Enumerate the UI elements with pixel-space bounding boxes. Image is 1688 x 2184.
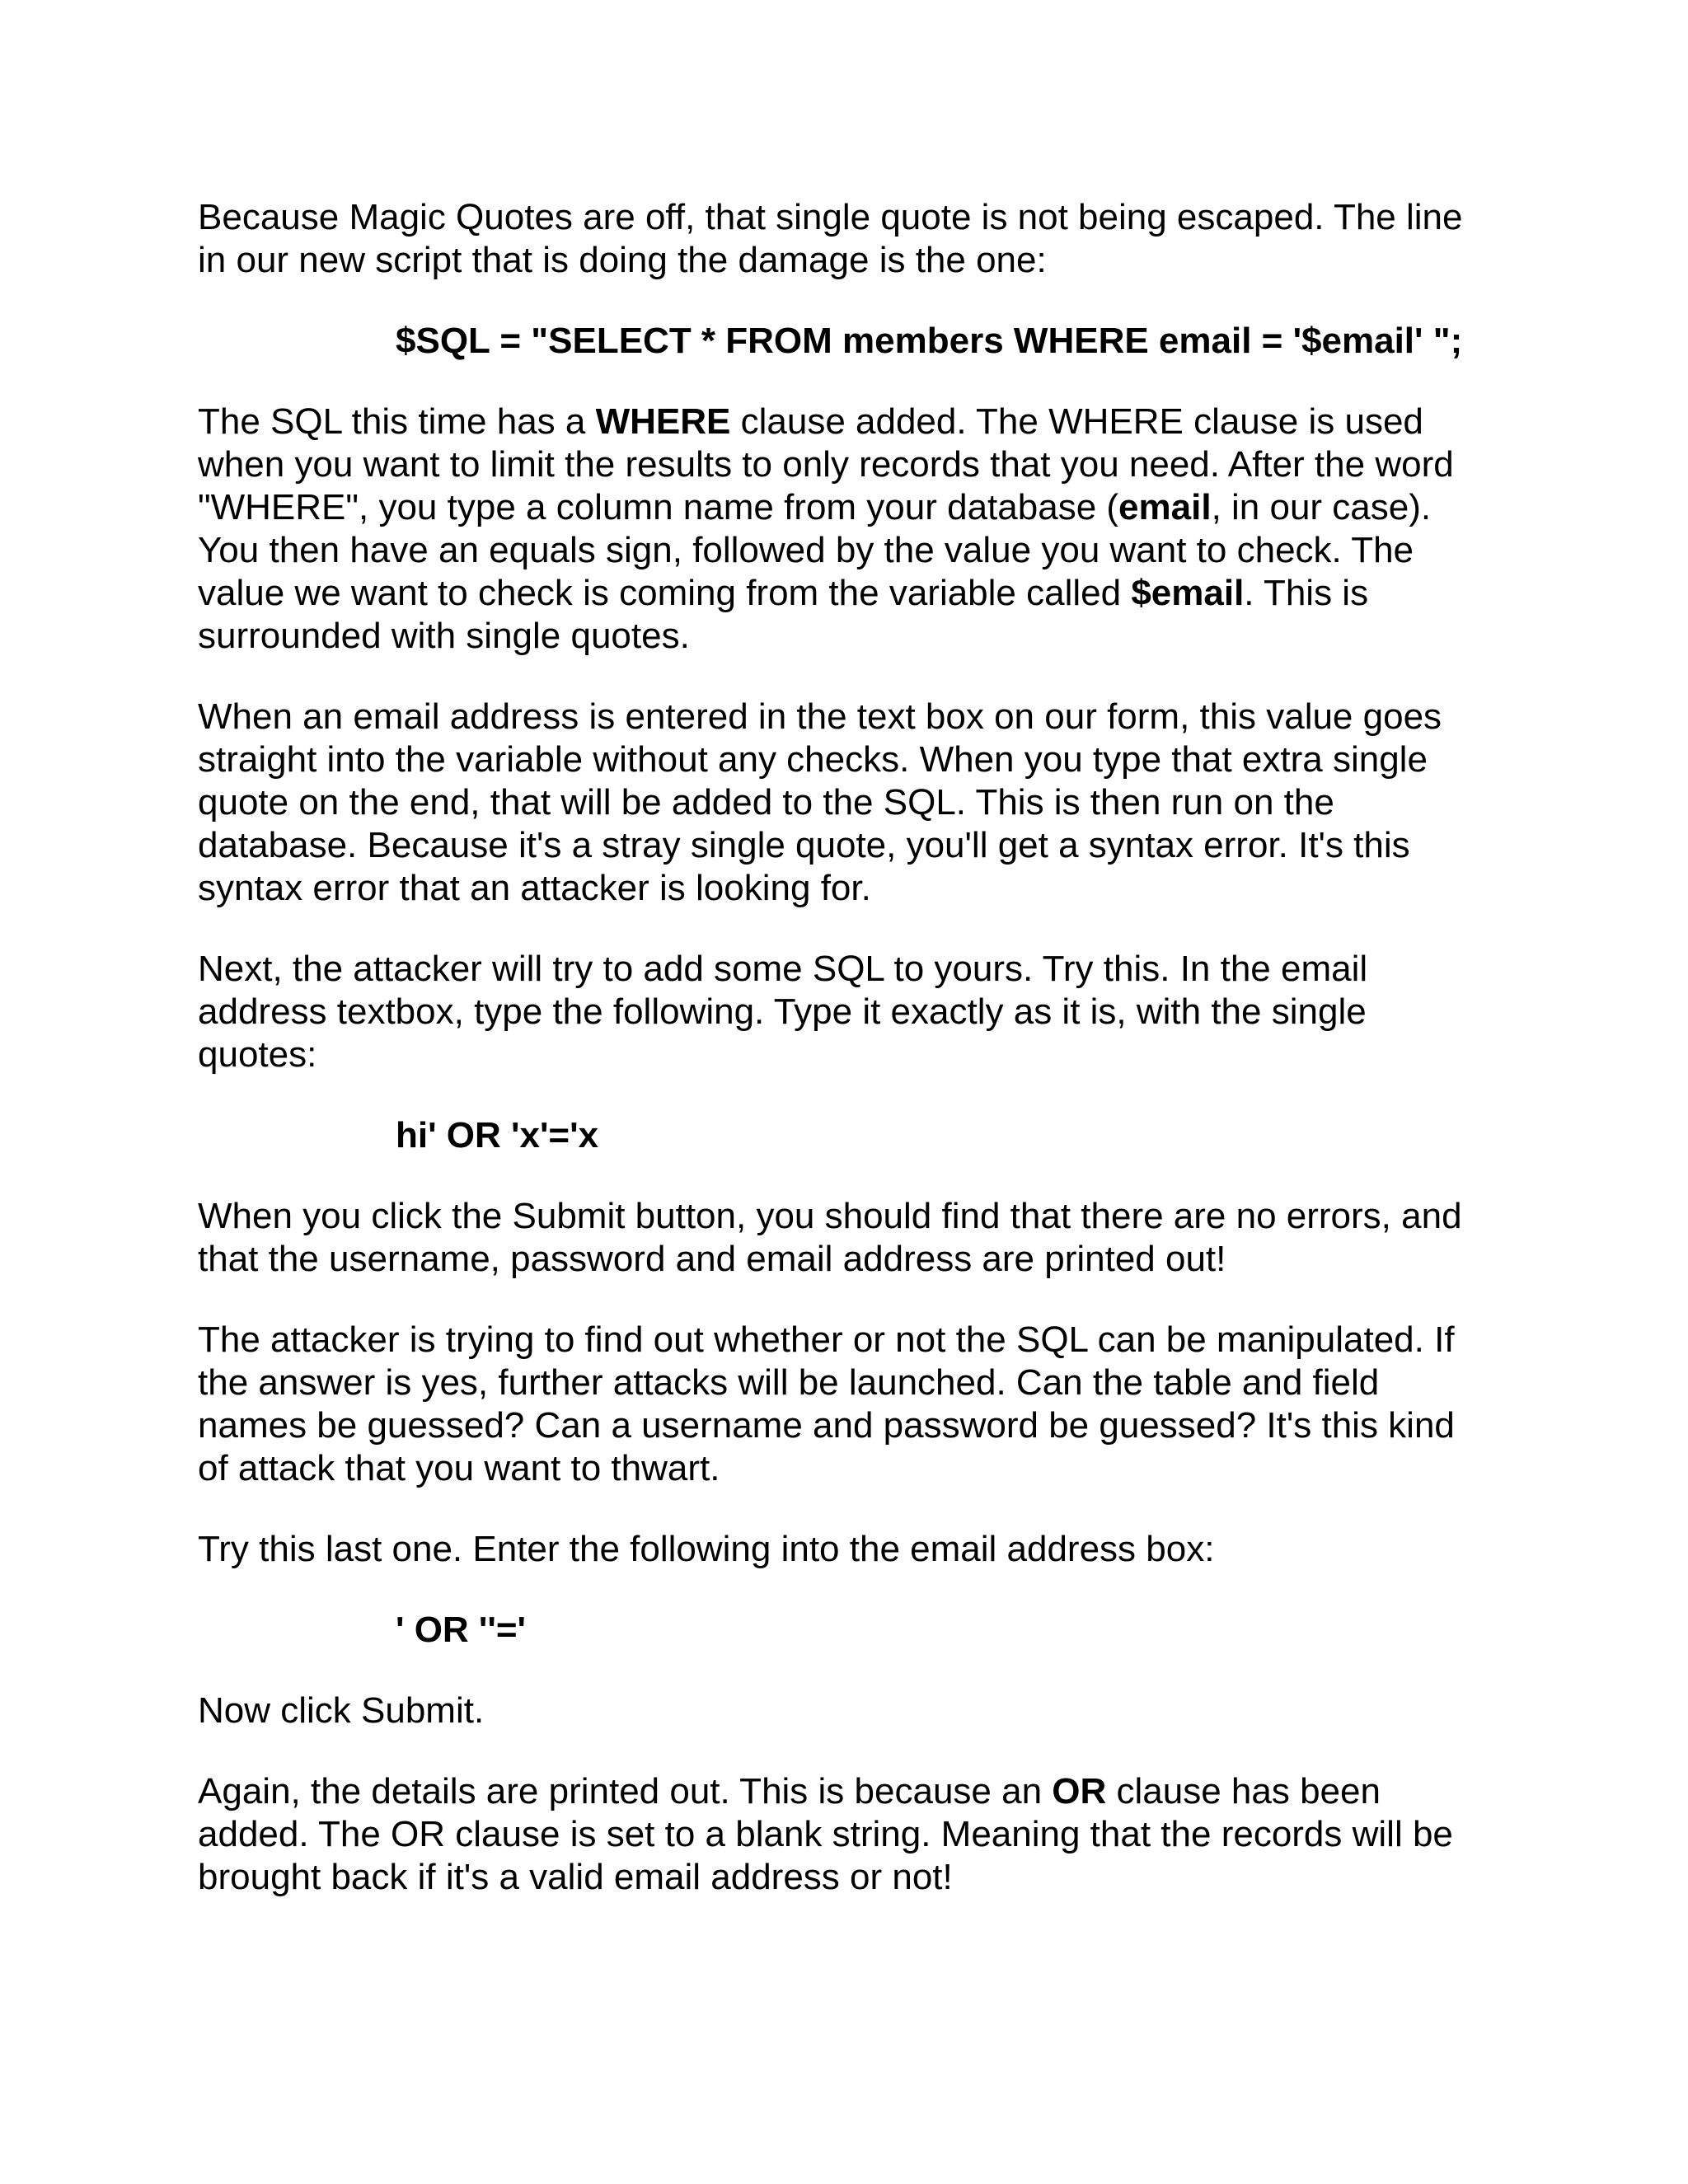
code-injection-example-1: hi' OR 'x'='x bbox=[396, 1115, 599, 1155]
text-span: . This is surrounded with single quotes. bbox=[198, 573, 1369, 656]
paragraph-last-try: Try this last one. Enter the following into the email address box: bbox=[198, 1529, 1215, 1569]
bold-or: OR bbox=[1052, 1771, 1107, 1811]
paragraph-submit-result: When you click the Submit button, you should find that there are no errors, and that the username, password and email address are printed out! bbox=[198, 1196, 1462, 1279]
text-span: , in our case). You then have an equals sign, followed by the value you want to check. The value we want to check is coming from the variable called bbox=[198, 487, 1432, 613]
paragraph-attacker-goal: The attacker is trying to find out whether or not the SQL can be manipulated. If the answer is yes, further attacks will be launched. Can the table and field names be guessed? Can a username and password be guessed? It's this kind of attack that you want to thwart. bbox=[198, 1319, 1455, 1488]
text-span: clause added. The WHERE clause is used when you want to limit the results to only records that you need. After the word "WHERE", you type a column name from your database ( bbox=[198, 401, 1454, 527]
paragraph-click-submit: Now click Submit. bbox=[198, 1690, 485, 1731]
code-sql-select: $SQL = "SELECT * FROM members WHERE email = '$email' "; bbox=[396, 321, 1463, 361]
code-injection-example-2: ' OR ''=' bbox=[396, 1610, 526, 1650]
paragraph-or-clause bbox=[198, 1770, 1492, 1899]
paragraph-syntax-error: When an email address is entered in the text box on our form, this value goes straight into the variable without any checks. When you type that extra single quote on the end, that will be added to the SQL. This is then run on the database. Because it's a stray single quote, you'll get a syntax error. It's this syntax error that an attacker is looking for. bbox=[198, 696, 1442, 908]
document-page bbox=[198, 196, 1492, 1937]
text-span: The SQL this time has a bbox=[198, 401, 596, 442]
paragraph-magic-quotes: Because Magic Quotes are off, that single quote is not being escaped. The line in our new script that is doing the damage is the one: bbox=[198, 197, 1463, 280]
text-span: Again, the details are printed out. This is because an bbox=[198, 1771, 1053, 1811]
text-span: clause has been added. The OR clause is set to a blank string. Meaning that the records will be brought back if it's a valid email address or not! bbox=[198, 1771, 1453, 1897]
paragraph-where-clause bbox=[198, 401, 1492, 658]
paragraph-add-sql: Next, the attacker will try to add some SQL to yours. Try this. In the email address textbox, type the following. Type it exactly as it is, with the single quotes: bbox=[198, 949, 1368, 1075]
bold-email: email bbox=[1118, 487, 1212, 527]
bold-where: WHERE bbox=[595, 401, 731, 442]
bold-email-variable: $email bbox=[1131, 573, 1245, 613]
